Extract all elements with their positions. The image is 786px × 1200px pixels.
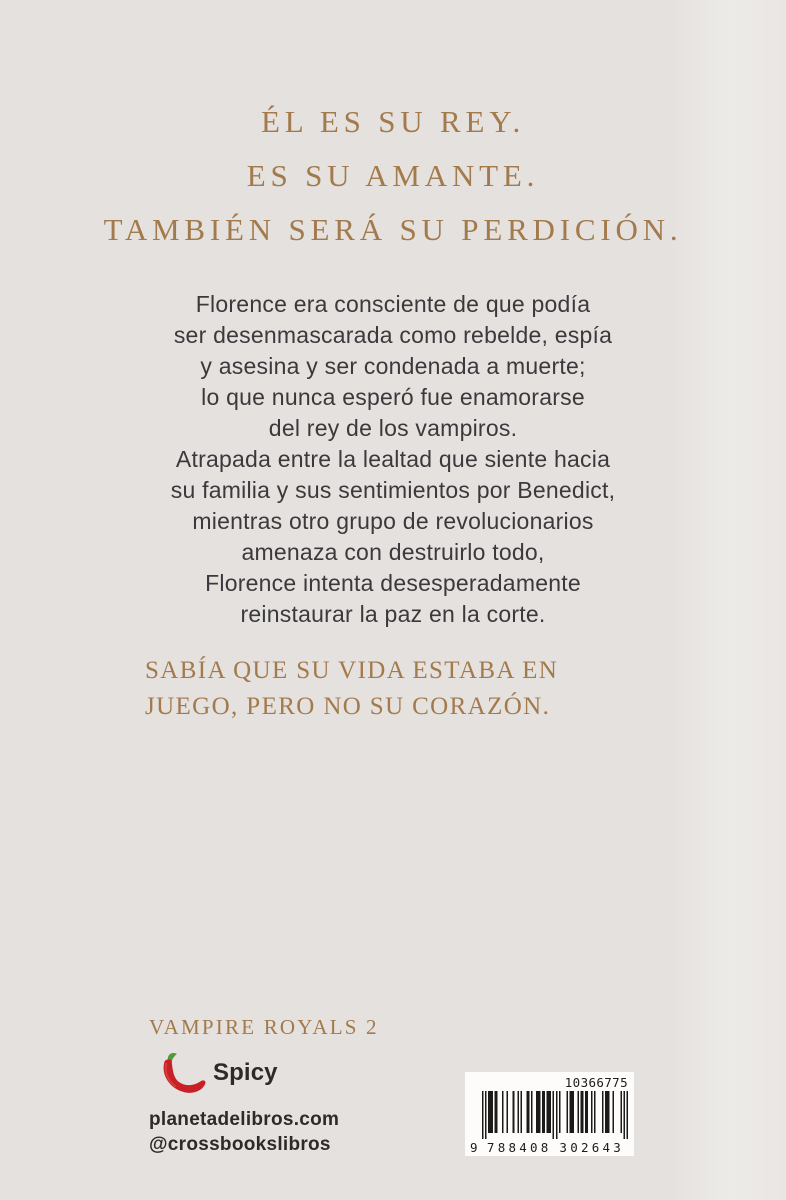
chili-pepper-icon: [146, 1050, 206, 1096]
tagline-line-2: ES SU AMANTE.: [246, 158, 540, 193]
synopsis-line: lo que nunca esperó fue enamorarse: [201, 384, 585, 410]
social-handle: @crossbookslibros: [149, 1134, 331, 1155]
tagline: [0, 95, 786, 257]
synopsis: [0, 289, 786, 630]
closing-quote-line-1: SABÍA QUE SU VIDA ESTABA EN: [145, 657, 559, 684]
synopsis-line: Florence intenta desesperadamente: [205, 570, 581, 596]
ean-first-digit: 9: [470, 1140, 478, 1155]
barcode-top-number: 10366775: [564, 1075, 628, 1090]
barcode: [465, 1072, 634, 1156]
ean-group-1: 788408: [486, 1140, 552, 1155]
synopsis-line: su familia y sus sentimientos por Benedict,: [170, 477, 616, 503]
barcode-ean-digits: [470, 1140, 628, 1155]
synopsis-line: Atrapada entre la lealtad que siente hacia: [175, 446, 611, 472]
publisher-website: planetadelibros.com: [149, 1109, 340, 1130]
synopsis-line: Florence era consciente de que podía: [195, 291, 591, 317]
synopsis-line: mientras otro grupo de revolucionarios: [192, 508, 594, 534]
barcode-bars: [482, 1091, 628, 1139]
closing-quote-line-2: JUEGO, PERO NO SU CORAZÓN.: [145, 693, 551, 720]
tagline-line-3: TAMBIÉN SERÁ SU PERDICIÓN.: [103, 212, 683, 247]
synopsis-line: reinstaurar la paz en la corte.: [240, 601, 546, 627]
synopsis-line: ser desenmascarada como rebelde, espía: [173, 322, 613, 348]
synopsis-line: y asesina y ser condenada a muerte;: [200, 353, 586, 379]
tagline-line-1: ÉL ES SU REY.: [261, 104, 525, 139]
spicy-badge: [146, 1050, 278, 1096]
closing-quote: [145, 653, 558, 725]
series-title: VAMPIRE ROYALS 2: [149, 1015, 379, 1039]
spicy-label: Spicy: [213, 1059, 278, 1086]
synopsis-line: amenaza con destruirlo todo,: [241, 539, 545, 565]
synopsis-line: del rey de los vampiros.: [268, 415, 518, 441]
ean-group-2: 302643: [559, 1140, 625, 1155]
